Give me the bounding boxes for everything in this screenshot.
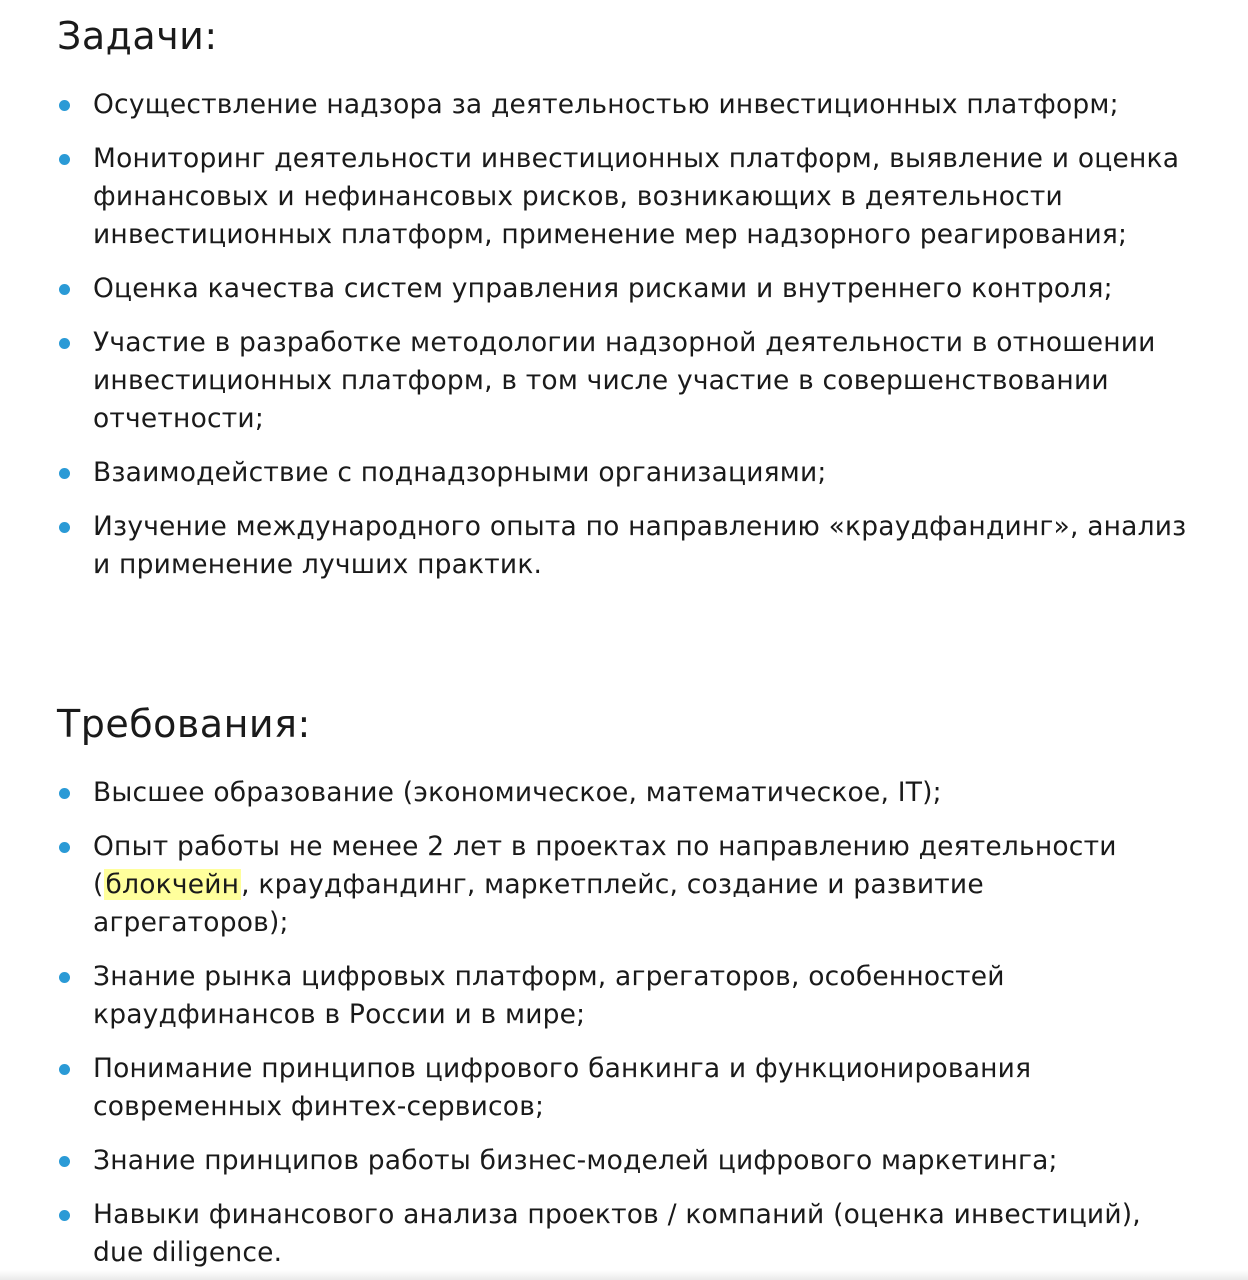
bottom-edge-shadow (0, 1270, 1248, 1280)
list-item-text: Понимание принципов цифрового банкинга и функционирования современных финтех-сервисов; (93, 1053, 1032, 1122)
bullet-icon (59, 1064, 70, 1075)
list-item (0, 140, 1248, 254)
list-item (0, 454, 1248, 492)
list-item (0, 508, 1248, 584)
bullet-icon (59, 972, 70, 983)
list-item-text: Высшее образование (экономическое, математическое, IT); (93, 777, 942, 808)
list-item (0, 86, 1248, 124)
list-item-text-before: Опыт работы не менее 2 лет в проектах по направлению деятельности ( (93, 831, 1117, 900)
bullet-icon (59, 1156, 70, 1167)
list-item-text: Знание принципов работы бизнес-моделей цифрового маркетинга; (93, 1145, 1058, 1176)
bullet-icon (59, 284, 70, 295)
list-item-text-after: , краудфандинг, маркетплейс, создание и развитие агрегаторов); (93, 869, 984, 938)
bullet-icon (59, 522, 70, 533)
list-item (0, 1196, 1248, 1272)
bullet-icon (59, 842, 70, 853)
tasks-heading: Задачи: (57, 14, 218, 58)
list-item (0, 324, 1248, 438)
bullet-icon (59, 1210, 70, 1221)
list-item (0, 828, 1248, 942)
bullet-icon (59, 468, 70, 479)
list-item-text: Мониторинг деятельности инвестиционных платформ, выявление и оценка финансовых и нефинансовых рисков, возникающих в деятельности инвестиционных платформ, применение мер надзорного реагирования; (93, 143, 1180, 250)
list-item (0, 774, 1248, 812)
list-item-text: Участие в разработке методологии надзорной деятельности в отношении инвестиционных платформ, в том числе участие в совершенствовании отчетности; (93, 327, 1156, 434)
bullet-icon (59, 100, 70, 111)
list-item (0, 270, 1248, 308)
list-item (0, 1050, 1248, 1126)
list-item-text: Взаимодействие с поднадзорными организациями; (93, 457, 827, 488)
list-item (0, 958, 1248, 1034)
bullet-icon (59, 154, 70, 165)
list-item-text: Осуществление надзора за деятельностью инвестиционных платформ; (93, 89, 1119, 120)
tasks-list (0, 86, 1248, 584)
list-item-text: Изучение международного опыта по направлению «краудфандинг», анализ и применение лучших практик. (93, 511, 1187, 580)
requirements-list (0, 774, 1248, 1272)
bullet-icon (59, 788, 70, 799)
highlighted-text: блокчейн (105, 869, 240, 900)
list-item-text: Знание рынка цифровых платформ, агрегаторов, особенностей краудфинансов в России и в мире; (93, 961, 1005, 1030)
list-item-text: Навыки финансового анализа проектов / компаний (оценка инвестиций), due diligence. (93, 1199, 1141, 1268)
list-item (0, 1142, 1248, 1180)
list-item-text: Оценка качества систем управления рисками и внутреннего контроля; (93, 273, 1113, 304)
bullet-icon (59, 338, 70, 349)
requirements-heading: Требования: (57, 702, 311, 746)
